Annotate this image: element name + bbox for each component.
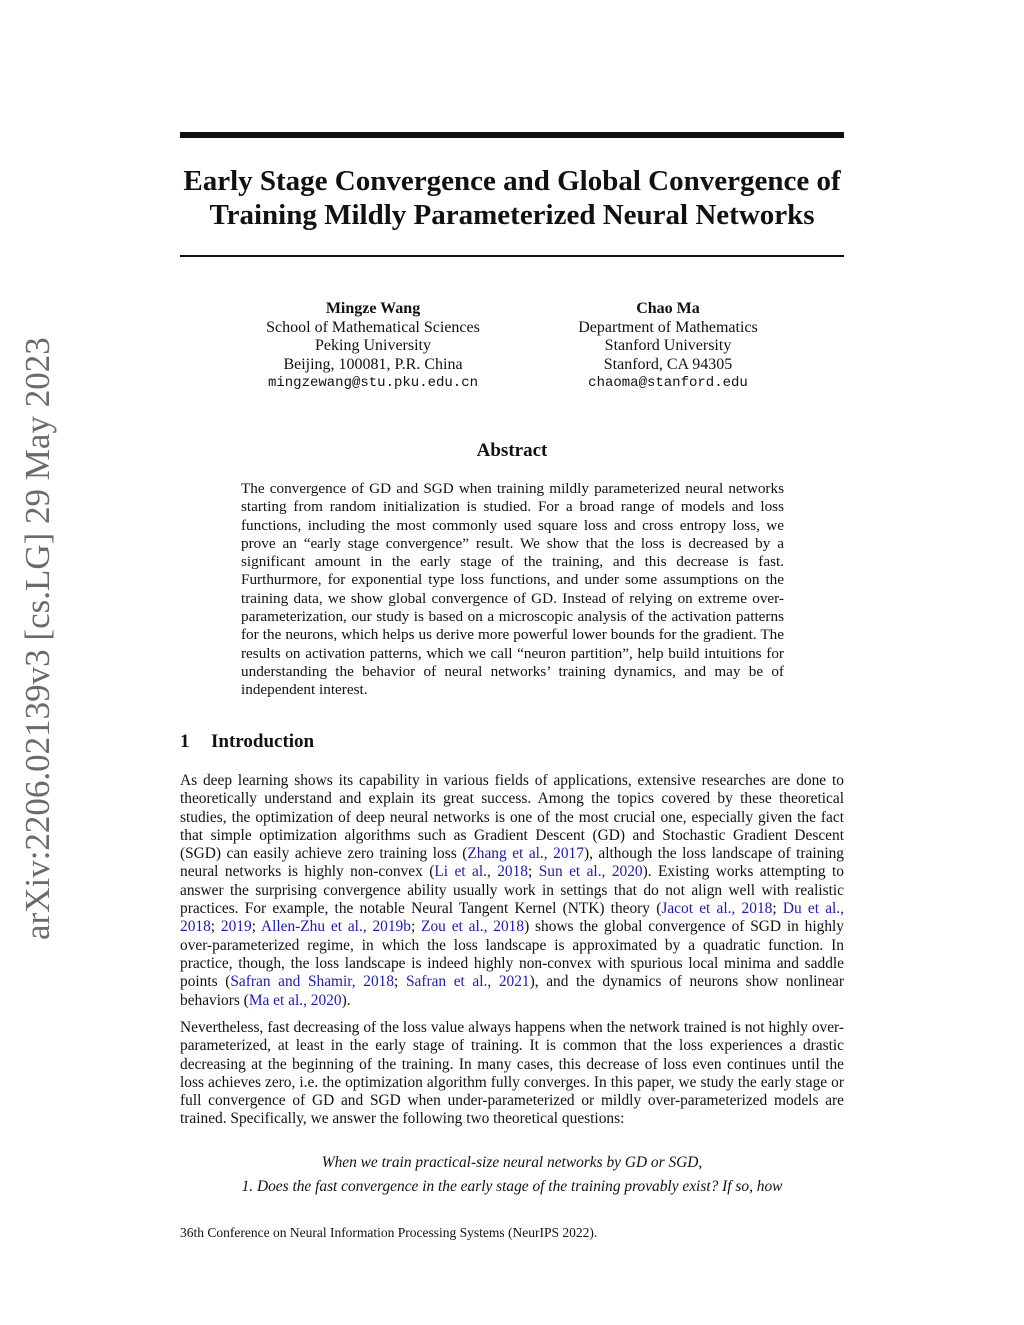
text-run: ; xyxy=(528,863,539,881)
text-run: As deep learning shows its capability in various fields of applications, extensive researches are done to theoretically understand and explain its great success. Among the topics covered by these theoretical studies, the optimization of deep neural networks is one of the most crucial one, especially given the fact that simple optimization algorithms such as Gradient Descent (GD) and Stochastic Gradient Descent (SGD) can easily achieve zero training loss ( xyxy=(180,772,844,863)
author-address: Stanford, CA 94305 xyxy=(603,355,733,373)
author-block xyxy=(518,300,818,393)
text-run: ). Existing works attempting to answer the surprising convergence ability usually work in settings that do not align well with realistic practices. For example, the notable Neural Tangent Kernel (NTK) theory ( xyxy=(180,863,844,918)
citation-link[interactable]: Safran and Shamir, 2018 xyxy=(230,973,395,991)
citation-link[interactable]: 2019 xyxy=(220,918,252,936)
title-bottom-rule xyxy=(180,255,844,257)
text-run: ; xyxy=(772,900,783,918)
author-name: Mingze Wang xyxy=(325,300,421,317)
abstract-text: The convergence of GD and SGD when training mildly parameterized neural networks starting from random initialization is studied. For a broad range of models and loss functions, including the most commonly used square loss and cross entropy loss, we prove an “early stage convergence” result. We show that the loss is decreased by a significant amount in the early stage of the training, and this decrease is fast. Furthurmore, for exponential type loss functions, and under some assumptions on the training data, we show global convergence of GD. Instead of relying on extreme over-parameterization, our study is based on a microscopic analysis of the activation patterns for the neurons, which helps us derive more powerful lower bounds for the gradient. The results on activation patterns, which we call “neuron partition”, help build intuitions for understanding the behavior of neural networks’ training dynamics, and may be of independent interest. xyxy=(241,480,784,699)
citation-link[interactable]: Sun et al., 2020 xyxy=(538,863,643,881)
text-run: ), although the loss landscape of training neural networks is highly non-convex ( xyxy=(180,845,845,881)
text-run: ; xyxy=(251,918,261,936)
abstract-heading: Abstract xyxy=(476,440,548,461)
author-affiliation: Department of Mathematics xyxy=(578,318,758,336)
author-email[interactable]: chaoma@stanford.edu xyxy=(588,375,748,391)
text-run: ; xyxy=(410,918,422,936)
intro-paragraph: Nevertheless, fast decreasing of the loss value always happens when the network trained is not highly over-parameterized, at least in the early stage of training. It is common that the loss experiences a drastic decreasing at the beginning of the training. In many cases, this decrease of loss even continues until the loss achieves zero, i.e. the optimization algorithm fully converges. In this paper, we study the early stage or full convergence of GD and SGD when under-parameterized or mildly over-parameterized models are trained. Specifically, we answer the following two theoretical questions: xyxy=(180,1019,844,1128)
citation-link[interactable]: Du et al., 2018 xyxy=(180,900,845,936)
text-run: ). xyxy=(341,991,351,1009)
paper-title: Early Stage Convergence and Global Convergence of Training Mildly Parameterized Neural Networks xyxy=(183,165,841,231)
text-run: ; xyxy=(210,918,221,936)
author-affiliation: School of Mathematical Sciences xyxy=(266,318,480,336)
author-email[interactable]: mingzewang@stu.pku.edu.cn xyxy=(267,375,479,391)
citation-link[interactable]: Safran et al., 2021 xyxy=(405,973,530,991)
author-address: Beijing, 100081, P.R. China xyxy=(283,355,463,373)
section-title: Introduction xyxy=(211,731,315,752)
citation-link[interactable]: Jacot et al., 2018 xyxy=(661,900,773,918)
citation-link[interactable]: Zhang et al., 2017 xyxy=(467,845,584,863)
author-name: Chao Ma xyxy=(636,300,700,317)
author-institution: Peking University xyxy=(315,337,431,354)
title-top-rule xyxy=(180,132,844,138)
text-run: ), and the dynamics of neurons show nonlinear behaviors ( xyxy=(180,973,845,1009)
text-run: ) shows the global convergence of SGD in highly over-parameterized regime, in which the loss landscape is approximated by a quadratic function. In practice, though, the loss landscape is indeed highly non-convex with spurious local minima and saddle points ( xyxy=(180,918,845,991)
author-institution: Stanford University xyxy=(604,337,732,354)
section-heading-introduction xyxy=(180,731,314,753)
question-item: 1. Does the fast convergence in the early stage of the training provably exist? If so, how xyxy=(241,1178,783,1195)
question-lead: When we train practical-size neural networks by GD or SGD, xyxy=(321,1154,703,1171)
conference-footnote: 36th Conference on Neural Information Processing Systems (NeurIPS 2022). xyxy=(180,1225,598,1240)
section-number: 1 xyxy=(180,731,190,752)
citation-link[interactable]: Allen-Zhu et al., 2019b xyxy=(260,918,411,936)
citation-link[interactable]: Zou et al., 2018 xyxy=(421,918,525,936)
text-run: ; xyxy=(394,973,406,991)
citation-link[interactable]: Li et al., 2018 xyxy=(434,863,528,881)
intro-paragraph xyxy=(180,772,844,1010)
arxiv-identifier-stamp: arXiv:2206.02139v3 [cs.LG] 29 May 2023 xyxy=(18,337,57,940)
citation-link[interactable]: Ma et al., 2020 xyxy=(248,991,342,1009)
author-block xyxy=(223,300,523,393)
